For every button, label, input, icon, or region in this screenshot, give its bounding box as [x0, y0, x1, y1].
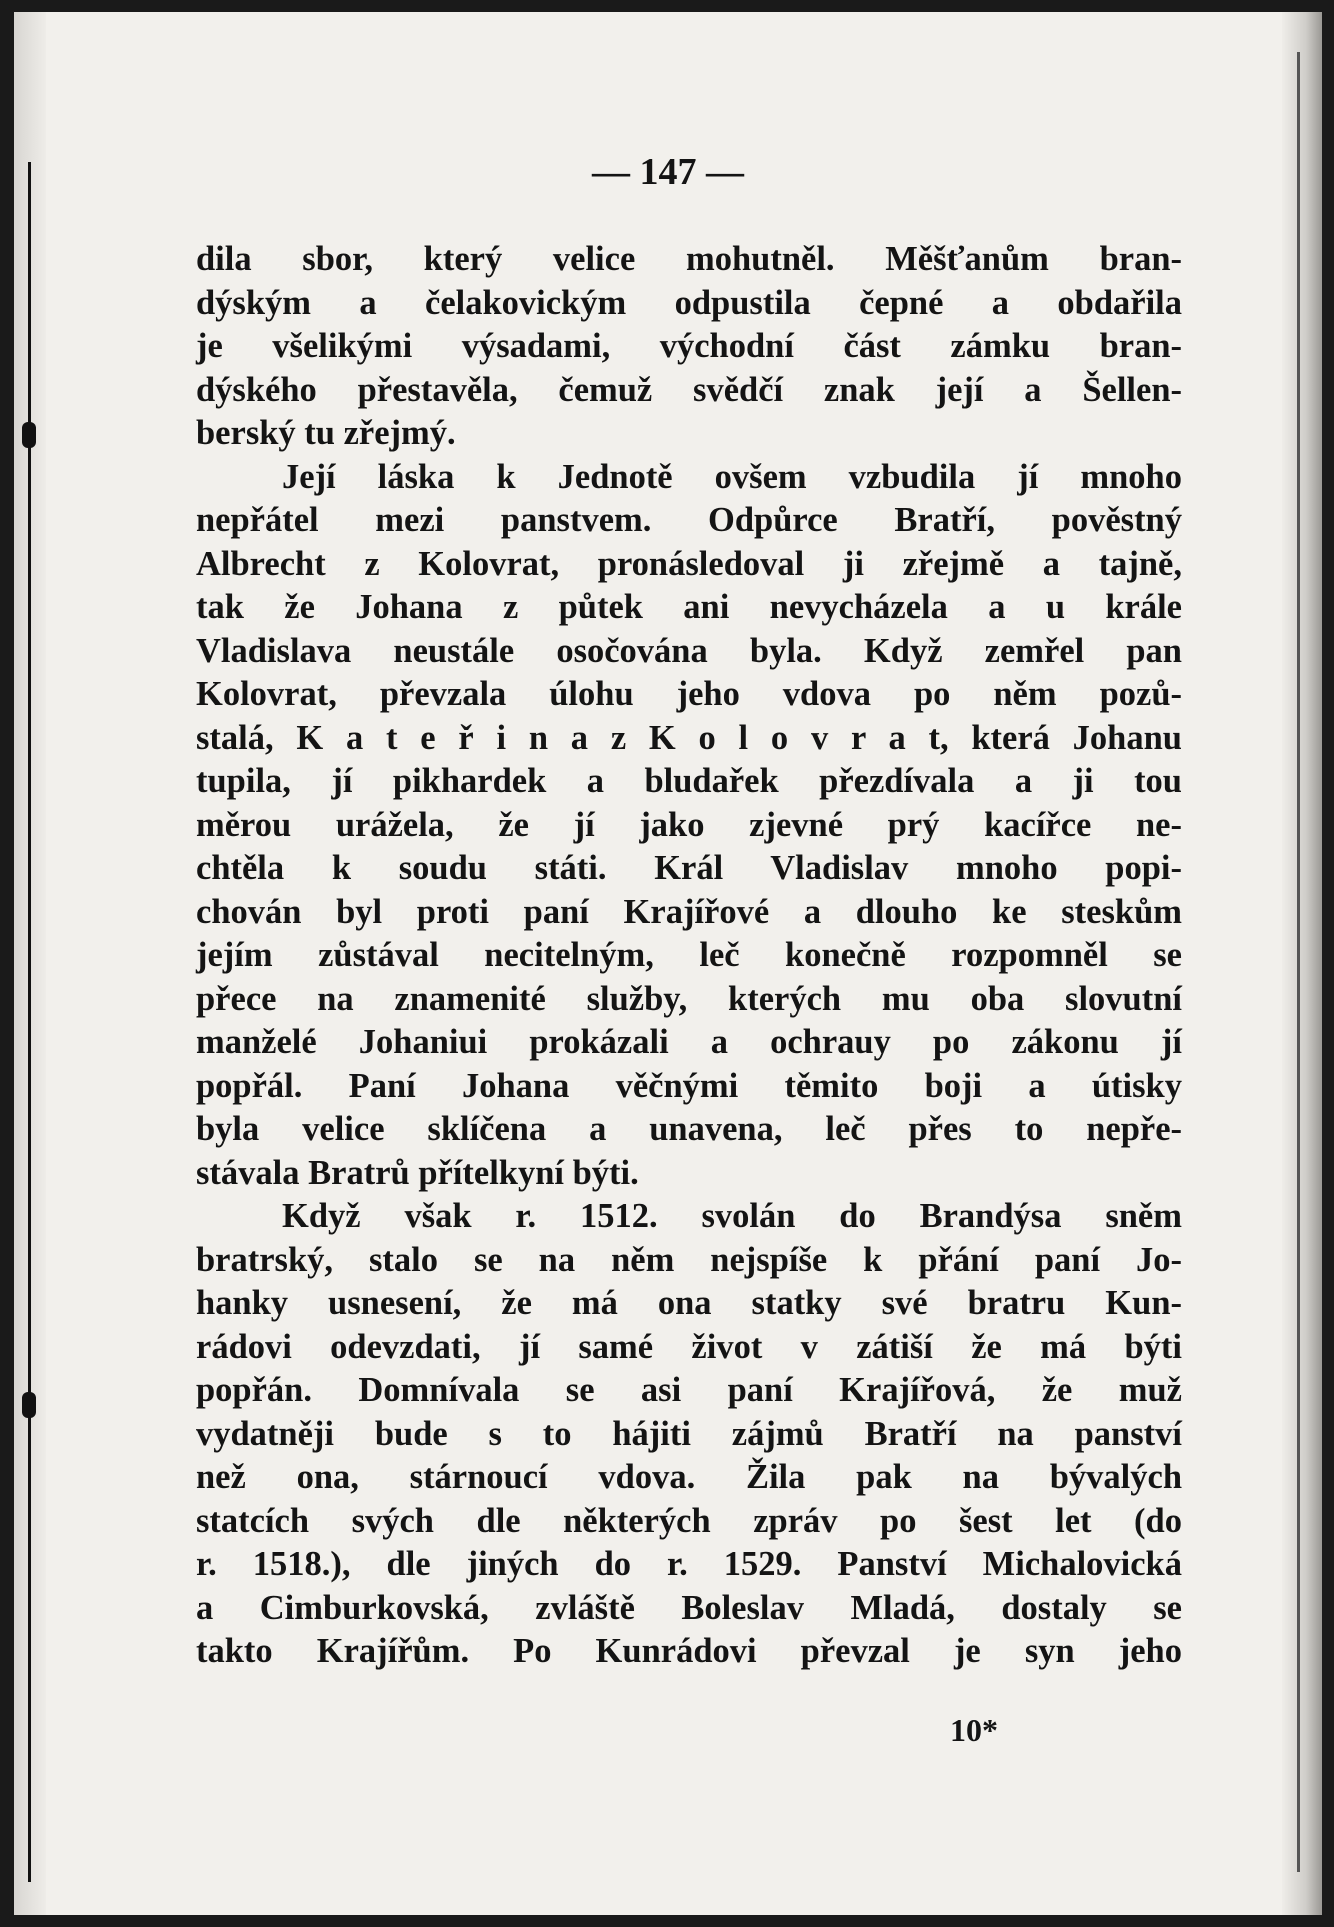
gutter-blot [22, 422, 36, 448]
text-line: nepřátel mezi panstvem. Odpůrce Bratří, pověstný [196, 501, 1182, 539]
right-edge-line [1297, 52, 1300, 1872]
text-line: chtěla k soudu státi. Král Vladislav mnoho popi- [196, 849, 1182, 887]
text-line: Její láska k Jednotě ovšem vzbudila jí mnoho [282, 457, 1182, 496]
main-text [196, 238, 1182, 1674]
text-line: popřán. Domnívala se asi paní Krajířová, že muž [196, 1371, 1182, 1409]
signature-mark: 10* [950, 1712, 998, 1748]
text-line: Kolovrat, převzala úlohu jeho vdova po něm pozů- [196, 675, 1182, 713]
text-line: berský tu zřejmý. [196, 414, 456, 452]
text-line: měrou urážela, že jí jako zjevné prý kacířce ne- [196, 805, 1182, 844]
text-line: jejím zůstával necitelným, leč konečně rozpomněl se [196, 936, 1182, 974]
page-right-edge [1282, 12, 1322, 1915]
text-line: chován byl proti paní Krajířové a dlouho ke steskům [196, 892, 1182, 931]
text-line: bratrský, stalo se na něm nejspíše k přání paní Jo- [196, 1240, 1182, 1279]
text-line: popřál. Paní Johana věčnými těmito boji a útisky [196, 1066, 1182, 1105]
text-line: přece na znamenité služby, kterých mu oba slovutní [196, 979, 1182, 1018]
text-line: rádovi odevzdati, jí samé život v zátiší že má býti [196, 1327, 1182, 1366]
text-line: hanky usnesení, že má ona statky své bratru Kun- [196, 1284, 1182, 1322]
page-number: — 147 — [592, 151, 744, 193]
text-line: Když však r. 1512. svolán do Brandýsa sněm [282, 1197, 1182, 1235]
binding-gutter [14, 12, 46, 1915]
text-line: vydatněji bude s to hájiti zájmů Bratří na panství [196, 1414, 1182, 1453]
text-line: Albrecht z Kolovrat, pronásledoval ji zřejmě a tajně, [196, 544, 1182, 583]
text-line: než ona, stárnoucí vdova. Žila pak na bývalých [196, 1458, 1182, 1496]
book-page [14, 12, 1322, 1915]
text-line: tak že Johana z půtek ani nevycházela a u krále [196, 588, 1182, 626]
text-line: dila sbor, který velice mohutněl. Měšťanům bran- [196, 240, 1182, 278]
gutter-blot [22, 1392, 36, 1418]
text-line: je všelikými výsadami, východní část zámku bran- [196, 327, 1182, 365]
text-line: r. 1518.), dle jiných do r. 1529. Panství Michalovická [196, 1545, 1182, 1583]
text-line: byla velice sklíčena a unavena, leč přes to nepře- [196, 1110, 1182, 1148]
text-line: Vladislava neustále osočována byla. Když zemřel pan [196, 631, 1182, 670]
text-line: dýského přestavěla, čemuž svědčí znak její a Šellen- [196, 370, 1182, 409]
text-line: statcích svých dle některých zpráv po šest let (do [196, 1501, 1182, 1540]
text-line: takto Krajířům. Po Kunrádovi převzal je syn jeho [196, 1632, 1182, 1670]
text-line: stalá, K a t e ř i n a z K o l o v r a t, která Johanu [196, 718, 1182, 757]
text-line: tupila, jí pikhardek a bludařek přezdívala a ji tou [196, 762, 1182, 800]
text-line: stávala Bratrů přítelkyní býti. [196, 1153, 639, 1192]
text-line: dýským a čelakovickým odpustila čepné a obdařila [196, 283, 1182, 322]
text-line: a Cimburkovská, zvláště Boleslav Mladá, dostaly se [196, 1588, 1182, 1627]
gutter-edge-line [28, 162, 31, 1882]
text-line: manželé Johaniui prokázali a ochrauy po zákonu jí [196, 1023, 1182, 1061]
